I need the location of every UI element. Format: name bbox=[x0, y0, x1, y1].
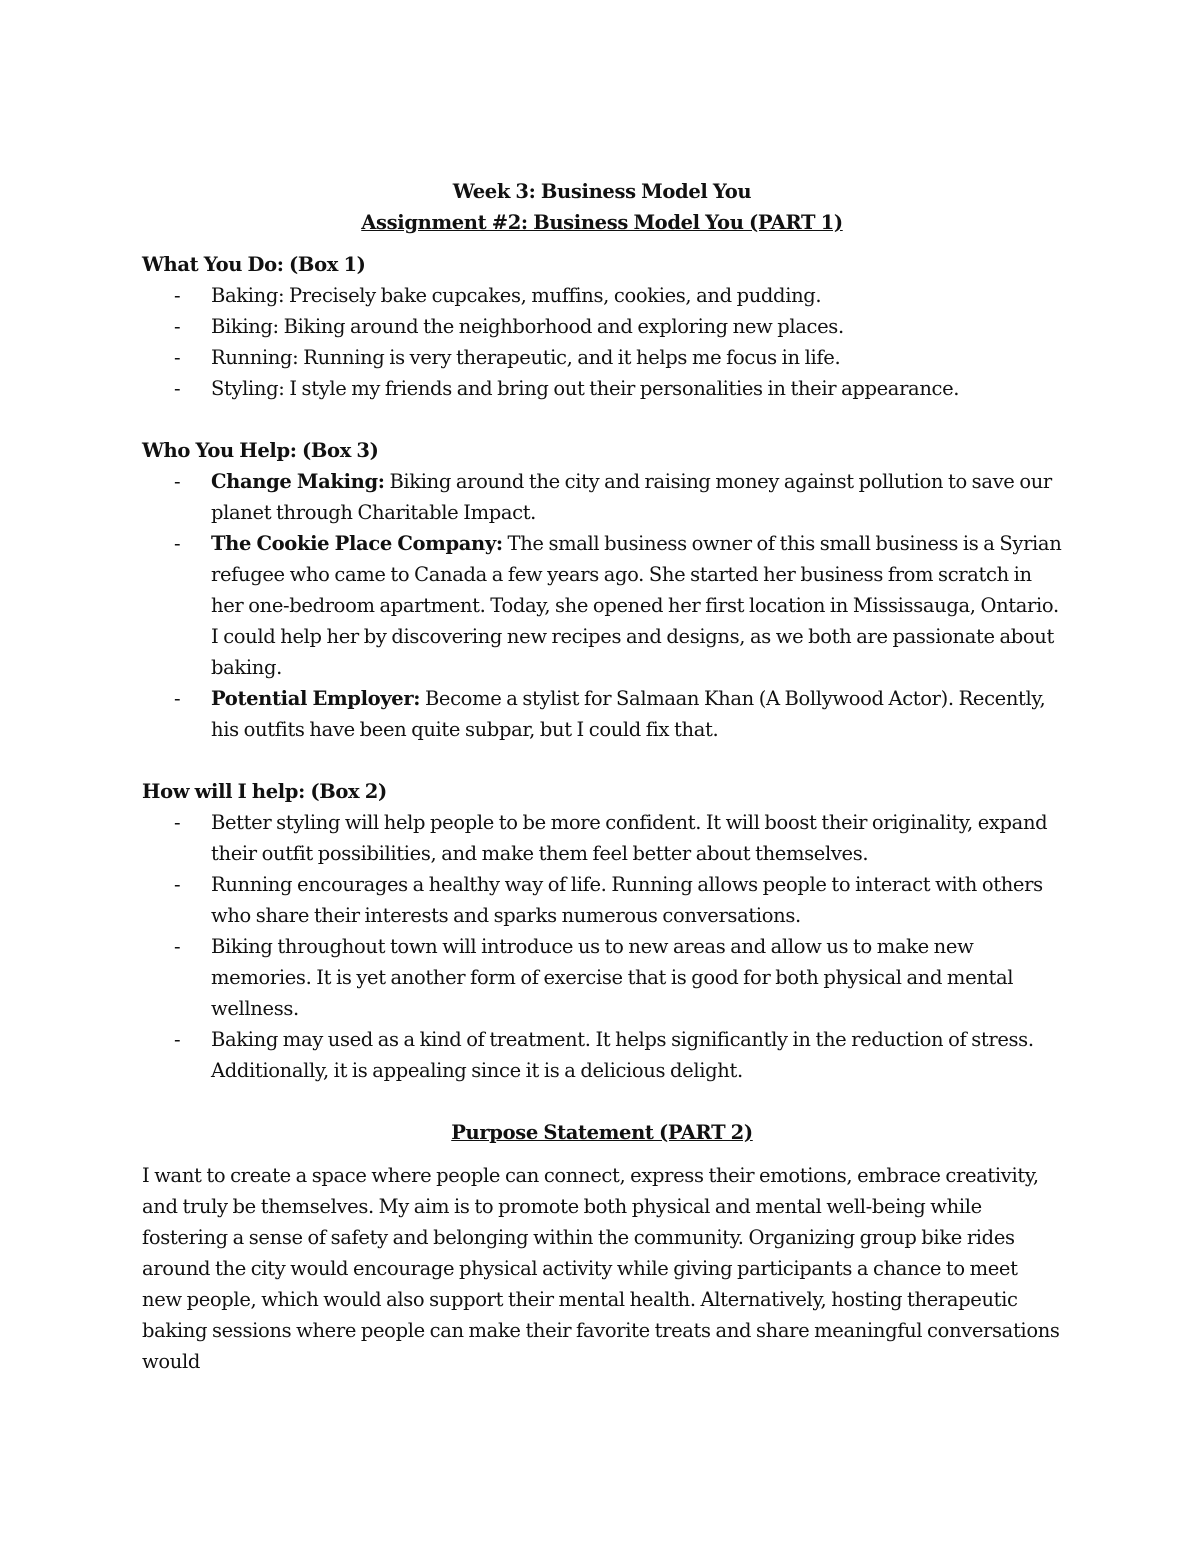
list-item-text: Styling: I style my friends and bring out their personalities in their appearance. bbox=[211, 377, 960, 400]
list-item-label: The Cookie Place Company: bbox=[211, 532, 503, 555]
list-item-text: Become a stylist for Salmaan Khan (A Bollywood Actor). Recently, his outfits have been quite subpar, but I could fix that. bbox=[211, 687, 1046, 741]
list-item bbox=[142, 869, 1062, 931]
box3-list bbox=[142, 466, 1062, 745]
dash-bullet: - bbox=[174, 935, 181, 958]
dash-bullet: - bbox=[174, 687, 181, 710]
list-item bbox=[142, 807, 1062, 869]
list-item-text: Baking may used as a kind of treatment. It helps significantly in the reduction of stress. Additionally, it is appealing since it is a delicious delight. bbox=[211, 1028, 1034, 1082]
list-item-text: Baking: Precisely bake cupcakes, muffins, cookies, and pudding. bbox=[211, 284, 822, 307]
list-item bbox=[142, 1024, 1062, 1086]
dash-bullet: - bbox=[174, 346, 181, 369]
list-item-text: Biking throughout town will introduce us to new areas and allow us to make new memories. It is yet another form of exercise that is good for both physical and mental wellness. bbox=[211, 935, 1014, 1020]
box2-heading: How will I help: (Box 2) bbox=[142, 780, 387, 803]
list-item bbox=[142, 931, 1062, 1024]
box1-heading: What You Do: (Box 1) bbox=[142, 253, 366, 276]
list-item-text: Running: Running is very therapeutic, and it helps me focus in life. bbox=[211, 346, 841, 369]
section-spacer bbox=[142, 745, 1062, 776]
list-item-text: Biking around the city and raising money against pollution to save our planet through Charitable Impact. bbox=[211, 470, 1052, 524]
list-item bbox=[142, 311, 1062, 342]
dash-bullet: - bbox=[174, 284, 181, 307]
section-spacer bbox=[142, 404, 1062, 435]
list-item-text: Running encourages a healthy way of life. Running allows people to interact with others who share their interests and sparks numerous conversations. bbox=[211, 873, 1043, 927]
dash-bullet: - bbox=[174, 315, 181, 338]
section-spacer bbox=[142, 1086, 1062, 1117]
dash-bullet: - bbox=[174, 873, 181, 896]
purpose-title: Purpose Statement (PART 2) bbox=[451, 1121, 753, 1144]
document-title: Week 3: Business Model You bbox=[452, 180, 752, 203]
list-item-label: Potential Employer: bbox=[211, 687, 421, 710]
purpose-paragraph: I want to create a space where people can connect, express their emotions, embrace creativity, and truly be themselves. My aim is to promote both physical and mental well-being while fostering a sense of safety and belonging within the community. Organizing group bike rides around the city would encourage physical activity while giving participants a chance to meet new people, which would also support their mental health. Alternatively, hosting therapeutic baking sessions where people can make their favorite treats and share meaningful conversations would bbox=[142, 1164, 1060, 1373]
list-item bbox=[142, 466, 1062, 528]
list-item-text: The small business owner of this small business is a Syrian refugee who came to Canada a few years ago. She started her business from scratch in her one-bedroom apartment. Today, she opened her first location in Mississauga, Ontario. I could help her by discovering new recipes and designs, as we both are passionate about baking. bbox=[211, 532, 1062, 679]
list-item bbox=[142, 280, 1062, 311]
box3-heading: Who You Help: (Box 3) bbox=[142, 439, 379, 462]
list-item-text: Better styling will help people to be more confident. It will boost their originality, expand their outfit possibilities, and make them feel better about themselves. bbox=[211, 811, 1048, 865]
list-item bbox=[142, 528, 1062, 683]
dash-bullet: - bbox=[174, 1028, 181, 1051]
box2-list bbox=[142, 807, 1062, 1086]
list-item bbox=[142, 373, 1062, 404]
dash-bullet: - bbox=[174, 470, 181, 493]
list-item-text: Biking: Biking around the neighborhood and exploring new places. bbox=[211, 315, 844, 338]
list-item-label: Change Making: bbox=[211, 470, 385, 493]
assignment-title: Assignment #2: Business Model You (PART 1) bbox=[361, 211, 843, 234]
dash-bullet: - bbox=[174, 377, 181, 400]
document-content bbox=[142, 176, 1062, 1377]
list-item bbox=[142, 683, 1062, 745]
list-item bbox=[142, 342, 1062, 373]
dash-bullet: - bbox=[174, 532, 181, 555]
dash-bullet: - bbox=[174, 811, 181, 834]
box1-list bbox=[142, 280, 1062, 404]
